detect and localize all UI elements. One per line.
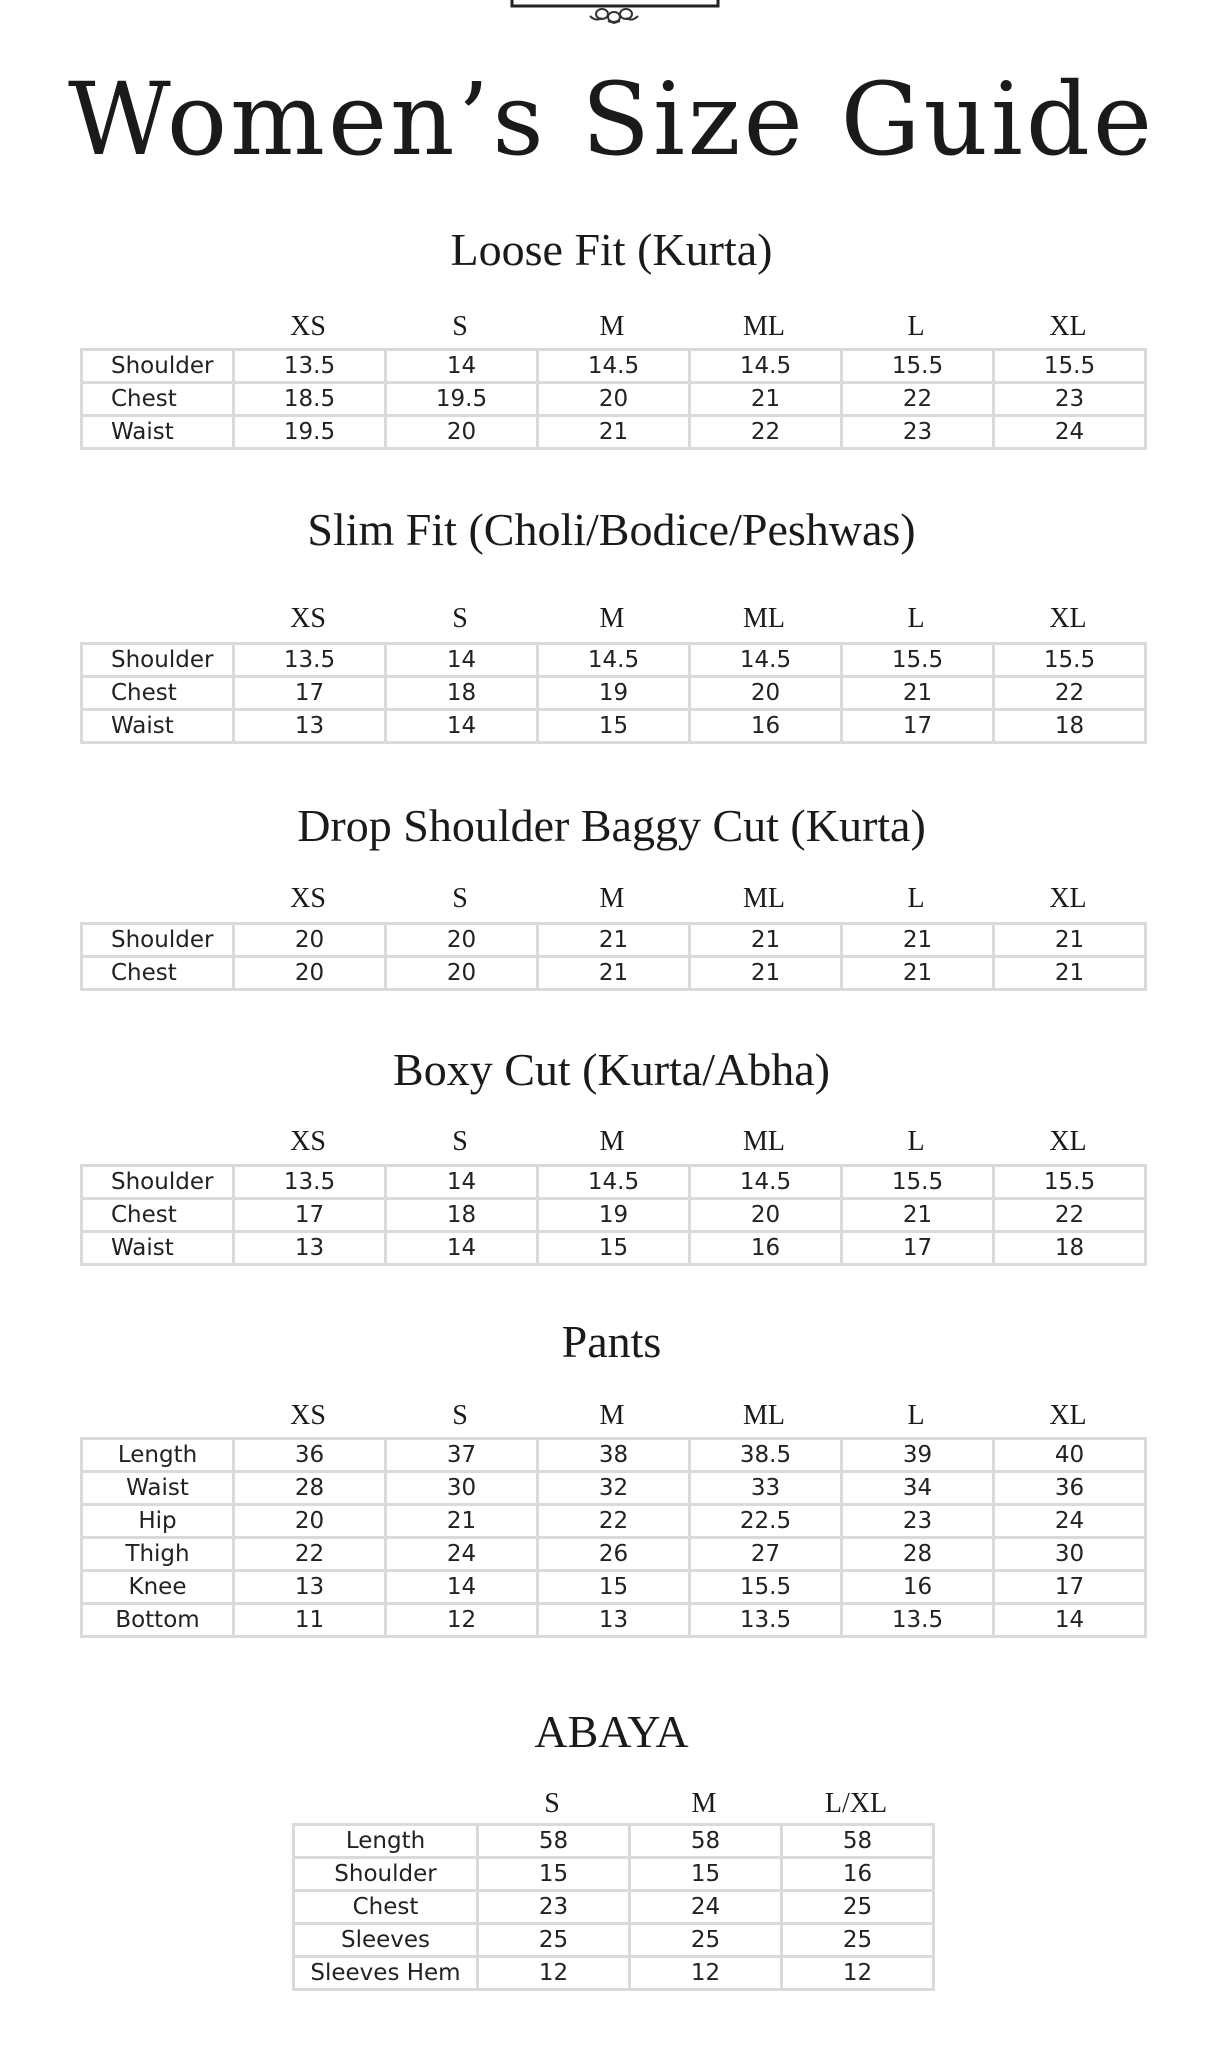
measurement-value: 16 — [690, 710, 842, 743]
section-title: ABAYA — [534, 1706, 689, 1757]
measurement-label: Knee — [82, 1571, 234, 1604]
measurement-value: 24 — [386, 1538, 538, 1571]
size-header: XL — [1049, 1126, 1087, 1157]
measurement-label: Hip — [82, 1505, 234, 1538]
size-header: M — [691, 1788, 717, 1819]
size-header: XL — [1049, 603, 1087, 634]
table-row — [294, 1957, 934, 1990]
table-row — [82, 1166, 1146, 1199]
measurement-value: 15.5 — [994, 1166, 1146, 1199]
measurement-value: 20 — [690, 677, 842, 710]
table-row — [82, 924, 1146, 957]
size-header: S — [452, 603, 468, 634]
measurement-value: 36 — [234, 1439, 386, 1472]
size-header: XS — [290, 883, 326, 914]
size-header-row — [476, 1787, 932, 1821]
measurement-value: 21 — [538, 924, 690, 957]
measurement-value: 24 — [630, 1891, 782, 1924]
size-header: ML — [743, 603, 785, 634]
size-header: XL — [1049, 311, 1087, 342]
size-header: S — [452, 311, 468, 342]
measurement-value: 25 — [782, 1924, 934, 1957]
table-row — [82, 1538, 1146, 1571]
measurement-label: Sleeves Hem — [294, 1957, 478, 1990]
table-row — [82, 677, 1146, 710]
size-header: ML — [743, 311, 785, 342]
measurement-value: 13.5 — [234, 350, 386, 383]
measurement-value: 38 — [538, 1439, 690, 1472]
size-header: M — [599, 883, 625, 914]
measurement-value: 17 — [234, 1199, 386, 1232]
measurement-label: Chest — [82, 677, 234, 710]
size-header: XS — [290, 1126, 326, 1157]
measurement-value: 23 — [842, 1505, 994, 1538]
table-row — [82, 1232, 1146, 1265]
measurement-label: Chest — [82, 383, 234, 416]
table-row — [82, 1505, 1146, 1538]
measurement-value: 19.5 — [234, 416, 386, 449]
measurement-value: 22 — [994, 1199, 1146, 1232]
measurement-value: 16 — [782, 1858, 934, 1891]
measurement-value: 18 — [386, 677, 538, 710]
measurement-value: 19 — [538, 1199, 690, 1232]
measurement-value: 21 — [538, 416, 690, 449]
measurement-value: 15 — [538, 1232, 690, 1265]
measurement-value: 15.5 — [842, 350, 994, 383]
size-header: M — [599, 1126, 625, 1157]
section-title: Slim Fit (Choli/Bodice/Peshwas) — [307, 504, 916, 555]
measurement-value: 22 — [538, 1505, 690, 1538]
measurement-label: Shoulder — [294, 1858, 478, 1891]
measurement-value: 12 — [386, 1604, 538, 1637]
measurement-value: 22 — [234, 1538, 386, 1571]
size-header: S — [452, 883, 468, 914]
measurement-value: 15.5 — [842, 1166, 994, 1199]
size-header: ML — [743, 883, 785, 914]
measurement-value: 13 — [234, 710, 386, 743]
size-header: L — [907, 311, 925, 342]
measurement-value: 28 — [842, 1538, 994, 1571]
measurement-value: 34 — [842, 1472, 994, 1505]
table-row — [294, 1858, 934, 1891]
measurement-value: 20 — [386, 416, 538, 449]
size-header-row — [232, 882, 1144, 916]
size-header: S — [452, 1126, 468, 1157]
measurement-value: 14.5 — [690, 1166, 842, 1199]
measurement-value: 18.5 — [234, 383, 386, 416]
measurement-label: Chest — [82, 957, 234, 990]
measurement-value: 39 — [842, 1439, 994, 1472]
section-title: Pants — [561, 1316, 662, 1367]
measurement-value: 22 — [690, 416, 842, 449]
size-header: ML — [743, 1400, 785, 1431]
measurement-value: 15.5 — [690, 1571, 842, 1604]
measurement-value: 18 — [994, 710, 1146, 743]
measurement-value: 21 — [386, 1505, 538, 1538]
table-row — [82, 350, 1146, 383]
measurement-value: 21 — [690, 957, 842, 990]
size-header: M — [599, 311, 625, 342]
measurement-value: 14 — [994, 1604, 1146, 1637]
table-row — [294, 1825, 934, 1858]
measurement-label: Waist — [82, 416, 234, 449]
measurement-value: 30 — [994, 1538, 1146, 1571]
measurement-label: Waist — [82, 1472, 234, 1505]
measurement-value: 17 — [234, 677, 386, 710]
size-table — [80, 1437, 1147, 1638]
measurement-value: 14.5 — [538, 644, 690, 677]
table-row — [294, 1924, 934, 1957]
measurement-value: 14 — [386, 350, 538, 383]
measurement-value: 13 — [538, 1604, 690, 1637]
measurement-value: 20 — [234, 924, 386, 957]
measurement-value: 25 — [478, 1924, 630, 1957]
table-row — [82, 710, 1146, 743]
measurement-label: Chest — [82, 1199, 234, 1232]
section-title: Drop Shoulder Baggy Cut (Kurta) — [297, 800, 926, 851]
size-table — [80, 922, 1147, 991]
table-row — [82, 1604, 1146, 1637]
measurement-value: 58 — [782, 1825, 934, 1858]
measurement-value: 20 — [234, 1505, 386, 1538]
measurement-value: 14.5 — [538, 1166, 690, 1199]
measurement-value: 18 — [386, 1199, 538, 1232]
size-header: S — [544, 1788, 560, 1819]
measurement-value: 36 — [994, 1472, 1146, 1505]
measurement-label: Bottom — [82, 1604, 234, 1637]
measurement-value: 14 — [386, 644, 538, 677]
section-title: Boxy Cut (Kurta/Abha) — [393, 1044, 830, 1095]
table-row — [82, 1439, 1146, 1472]
measurement-value: 37 — [386, 1439, 538, 1472]
size-header: XS — [290, 311, 326, 342]
size-header: XS — [290, 603, 326, 634]
measurement-value: 12 — [478, 1957, 630, 1990]
measurement-label: Shoulder — [82, 924, 234, 957]
measurement-value: 21 — [842, 1199, 994, 1232]
measurement-value: 58 — [478, 1825, 630, 1858]
measurement-value: 19.5 — [386, 383, 538, 416]
table-row — [82, 644, 1146, 677]
measurement-value: 21 — [994, 924, 1146, 957]
measurement-value: 15 — [630, 1858, 782, 1891]
measurement-label: Length — [294, 1825, 478, 1858]
measurement-value: 24 — [994, 416, 1146, 449]
size-header: L — [907, 1126, 925, 1157]
table-row — [82, 1472, 1146, 1505]
measurement-value: 21 — [842, 924, 994, 957]
measurement-value: 23 — [994, 383, 1146, 416]
measurement-value: 24 — [994, 1505, 1146, 1538]
measurement-value: 14.5 — [690, 644, 842, 677]
section-title: Loose Fit (Kurta) — [450, 224, 773, 275]
measurement-value: 21 — [690, 383, 842, 416]
measurement-label: Shoulder — [82, 644, 234, 677]
measurement-value: 12 — [630, 1957, 782, 1990]
table-row — [82, 957, 1146, 990]
measurement-value: 25 — [782, 1891, 934, 1924]
measurement-value: 33 — [690, 1472, 842, 1505]
measurement-value: 14.5 — [538, 350, 690, 383]
brand-logo-icon — [510, 0, 720, 24]
size-table — [80, 1164, 1147, 1266]
measurement-value: 14 — [386, 710, 538, 743]
measurement-label: Shoulder — [82, 1166, 234, 1199]
measurement-value: 11 — [234, 1604, 386, 1637]
measurement-value: 14.5 — [690, 350, 842, 383]
measurement-value: 17 — [994, 1571, 1146, 1604]
measurement-label: Thigh — [82, 1538, 234, 1571]
measurement-value: 28 — [234, 1472, 386, 1505]
size-header: L — [907, 1400, 925, 1431]
measurement-value: 15 — [538, 1571, 690, 1604]
size-header-row — [232, 310, 1144, 344]
page-title: Women’s Size Guide — [67, 61, 1156, 178]
measurement-value: 22.5 — [690, 1505, 842, 1538]
size-header: L — [907, 603, 925, 634]
measurement-value: 13.5 — [690, 1604, 842, 1637]
measurement-value: 18 — [994, 1232, 1146, 1265]
size-header: XL — [1049, 1400, 1087, 1431]
measurement-value: 22 — [994, 677, 1146, 710]
measurement-value: 17 — [842, 710, 994, 743]
measurement-value: 20 — [538, 383, 690, 416]
measurement-value: 15 — [538, 710, 690, 743]
size-table — [80, 642, 1147, 744]
measurement-value: 14 — [386, 1232, 538, 1265]
table-row — [82, 416, 1146, 449]
size-header-row — [232, 1125, 1144, 1159]
measurement-value: 21 — [690, 924, 842, 957]
measurement-value: 13 — [234, 1232, 386, 1265]
measurement-value: 20 — [234, 957, 386, 990]
measurement-value: 15 — [478, 1858, 630, 1891]
measurement-value: 27 — [690, 1538, 842, 1571]
measurement-value: 38.5 — [690, 1439, 842, 1472]
measurement-value: 20 — [690, 1199, 842, 1232]
measurement-value: 20 — [386, 924, 538, 957]
measurement-label: Chest — [294, 1891, 478, 1924]
measurement-label: Waist — [82, 1232, 234, 1265]
measurement-value: 14 — [386, 1166, 538, 1199]
measurement-value: 13.5 — [234, 644, 386, 677]
measurement-label: Sleeves — [294, 1924, 478, 1957]
size-table — [80, 348, 1147, 450]
measurement-value: 21 — [538, 957, 690, 990]
size-header: M — [599, 1400, 625, 1431]
measurement-value: 13.5 — [234, 1166, 386, 1199]
measurement-value: 15.5 — [994, 644, 1146, 677]
size-header: L — [907, 883, 925, 914]
table-row — [82, 1571, 1146, 1604]
size-header: XS — [290, 1400, 326, 1431]
size-header: ML — [743, 1126, 785, 1157]
measurement-value: 21 — [842, 677, 994, 710]
measurement-value: 58 — [630, 1825, 782, 1858]
measurement-value: 30 — [386, 1472, 538, 1505]
measurement-value: 25 — [630, 1924, 782, 1957]
measurement-label: Waist — [82, 710, 234, 743]
measurement-value: 21 — [994, 957, 1146, 990]
measurement-label: Length — [82, 1439, 234, 1472]
size-table — [292, 1823, 935, 1991]
size-header-row — [232, 1399, 1144, 1433]
measurement-value: 21 — [842, 957, 994, 990]
size-header: XL — [1049, 883, 1087, 914]
size-header: L/XL — [824, 1788, 888, 1819]
table-row — [82, 1199, 1146, 1232]
measurement-value: 16 — [842, 1571, 994, 1604]
measurement-value: 16 — [690, 1232, 842, 1265]
measurement-value: 22 — [842, 383, 994, 416]
measurement-value: 23 — [478, 1891, 630, 1924]
measurement-value: 32 — [538, 1472, 690, 1505]
measurement-value: 40 — [994, 1439, 1146, 1472]
measurement-value: 19 — [538, 677, 690, 710]
size-header-row — [232, 602, 1144, 636]
measurement-value: 20 — [386, 957, 538, 990]
measurement-value: 13 — [234, 1571, 386, 1604]
measurement-value: 14 — [386, 1571, 538, 1604]
table-row — [82, 383, 1146, 416]
size-header: M — [599, 603, 625, 634]
measurement-value: 12 — [782, 1957, 934, 1990]
table-row — [294, 1891, 934, 1924]
measurement-value: 15.5 — [842, 644, 994, 677]
measurement-value: 26 — [538, 1538, 690, 1571]
measurement-value: 15.5 — [994, 350, 1146, 383]
measurement-value: 17 — [842, 1232, 994, 1265]
size-header: S — [452, 1400, 468, 1431]
measurement-value: 23 — [842, 416, 994, 449]
measurement-value: 13.5 — [842, 1604, 994, 1637]
measurement-label: Shoulder — [82, 350, 234, 383]
